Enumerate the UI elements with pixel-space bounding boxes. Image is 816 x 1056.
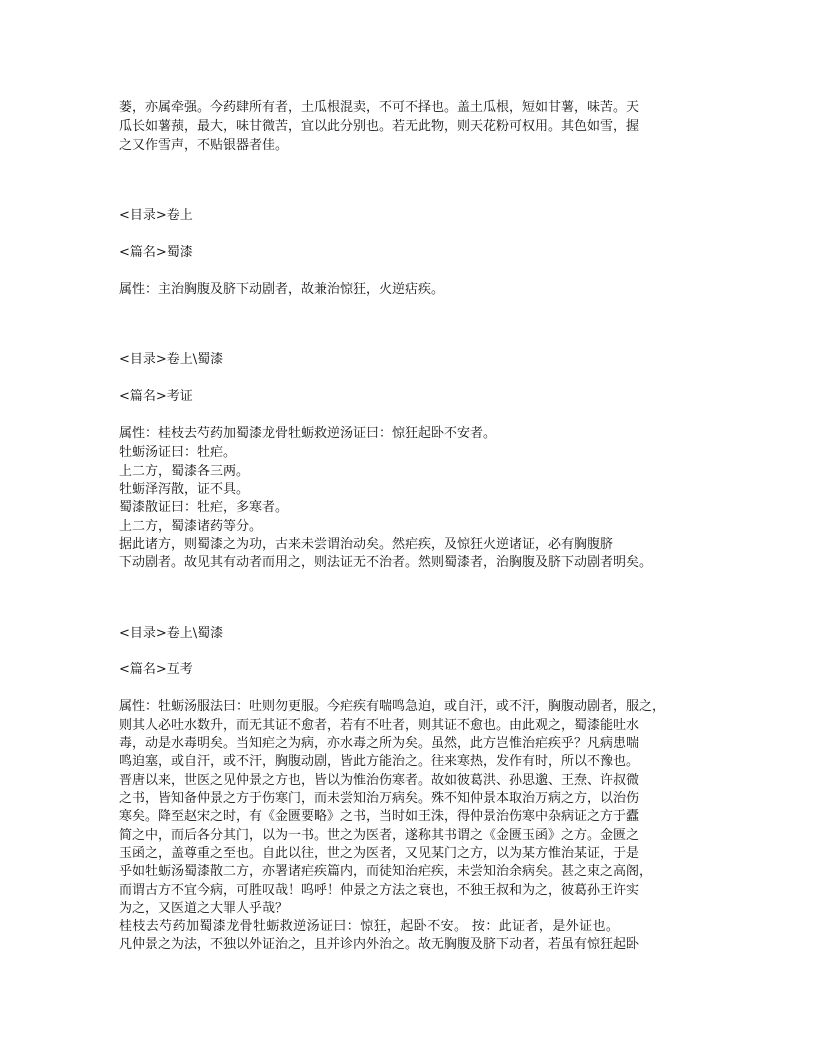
paragraph-line: 寒矣。降至赵宋之时，有《金匮要略》之书，当时如王洙，得仲景治伤寒中杂病证之方于蠹 (119, 809, 640, 824)
paragraph-line: 桂枝去芍药加蜀漆龙骨牡蛎救逆汤证曰：惊狂，起卧不安。 按：此证者，是外证也。 (119, 919, 620, 934)
paragraph-line: 蜀漆散证曰：牡疟，多寒者。 (119, 500, 289, 515)
paragraph-line: 上二方，蜀漆诸药等分。 (119, 519, 263, 534)
paragraph-line: 为之，又医道之大罪人乎哉？ (119, 901, 289, 916)
paragraph-line: 乎如牡蛎汤蜀漆散二方，亦署诸疟疾篇内，而徒知治疟疾，未尝知治余病矣。甚之束之高阁， (119, 864, 653, 879)
paragraph-line: 简之中，而后各分其门，以为一书。世之为医者，遂称其书谓之《金匮玉函》之方。金匮之 (119, 828, 640, 843)
chapter-heading: <篇名>互考 (119, 662, 193, 677)
paragraph-line: 玉函之，盖尊重之至也。自此以往，世之为医者，又见某门之方，以为某方惟治某证，于是 (119, 846, 640, 861)
catalog-heading: <目录>卷上\蜀漆 (119, 626, 224, 641)
paragraph-line: 而谓古方不宜今病，可胜叹哉！呜呼！仲景之方法之衰也，不独王叔和为之，彼葛孙王许实 (119, 883, 640, 898)
paragraph-line: 则其人必吐水数升，而无其证不愈者，若有不吐者，则其证不愈也。由此观之，蜀漆能吐水 (119, 718, 640, 733)
paragraph-line: 属性：桂枝去芍药加蜀漆龙骨牡蛎救逆汤证曰：惊狂起卧不安者。 (119, 426, 497, 441)
paragraph-line: 凡仲景之为法，不独以外证治之，且并诊内外治之。故无胸腹及脐下动者，若虽有惊狂起卧 (119, 937, 640, 952)
property-line: 属性：主治胸腹及脐下动剧者，故兼治惊狂，火逆痁疾。 (119, 282, 445, 297)
paragraph-line: 鸣迫塞，或自汗，或不汗，胸腹动剧，皆此方能治之。往来寒热，发作有时，所以不豫也。 (119, 754, 640, 769)
paragraph-line: 晋唐以来，世医之见仲景之方也，皆以为惟治伤寒者。故如彼葛洪、孙思邈、王焘、许叔微 (119, 773, 640, 788)
paragraph-line: 毒，动是水毒明矣。当知疟之为病，亦水毒之所为矣。虽然，此方岂惟治疟疾乎？凡病患喘 (119, 736, 640, 751)
paragraph-line: 瓜长如薯蓣，最大，味甘微苦，宜以此分别也。若无此物，则天花粉可权用。其色如雪，握 (119, 119, 640, 134)
catalog-heading: <目录>卷上 (119, 208, 193, 223)
chapter-heading: <篇名>蜀漆 (119, 245, 193, 260)
paragraph-line: 牡蛎泽泻散，证不具。 (119, 482, 250, 497)
paragraph-line: 属性：牡蛎汤服法曰：吐则勿更服。今疟疾有喘鸣急迫，或自汗，或不汗，胸腹动剧者，服之， (119, 699, 666, 714)
paragraph-line: 之又作雪声，不贴银器者佳。 (119, 138, 289, 153)
paragraph-line: 牡蛎汤证曰：牡疟。 (119, 445, 237, 460)
paragraph-line: 据此诸方，则蜀漆之为功，古来未尝谓治动矣。然疟疾，及惊狂火逆诸证，必有胸腹脐 (119, 537, 614, 552)
chapter-heading: <篇名>考证 (119, 389, 193, 404)
paragraph-line: 下动剧者。故见其有动者而用之，则法证无不治者。然则蜀漆者，治胸腹及脐下动剧者明矣。 (119, 555, 653, 570)
paragraph-line: 之书，皆知备仲景之方于伤寒门，而未尝知治万病矣。殊不知仲景本取治万病之方，以治伤 (119, 791, 640, 806)
paragraph-line: 上二方，蜀漆各三两。 (119, 464, 250, 479)
catalog-heading: <目录>卷上\蜀漆 (119, 352, 224, 367)
paragraph-line: 蒌，亦属牵强。今药肆所有者，土瓜根混卖，不可不择也。盖土瓜根，短如甘薯，味苦。天 (119, 100, 640, 115)
